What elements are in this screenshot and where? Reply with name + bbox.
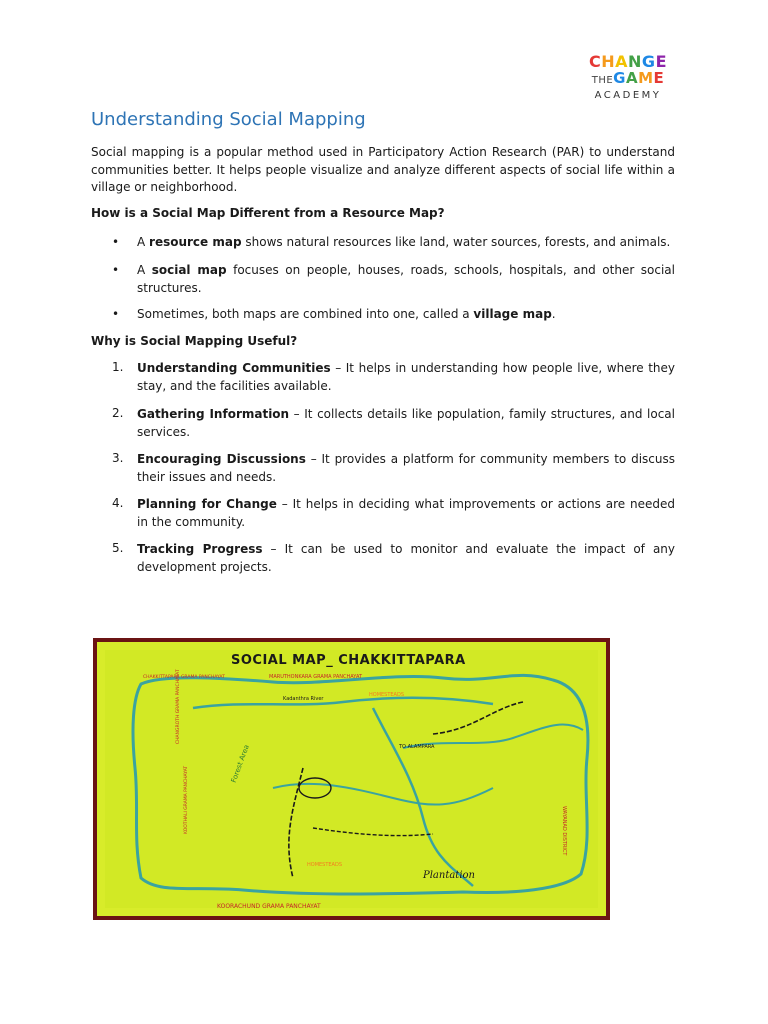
map-title: SOCIAL MAP_ CHAKKITTAPARA xyxy=(231,653,466,668)
map-to-place-label: TO ALAMPARA xyxy=(399,744,435,750)
map-left-border-label-2: KOOTHALI GRAMA PANCHAYAT xyxy=(184,765,189,834)
logo-line-the-game: THEGAME xyxy=(591,69,665,87)
map-forest-label: Forest Area xyxy=(229,743,251,784)
logo-line-change: CHANGE xyxy=(589,52,667,71)
section-heading-difference: How is a Social Map Different from a Resource Map? xyxy=(91,206,445,220)
numbered-list-item: 3. Encouraging Discussions – It provides a platform for community members to discuss their issues and needs. xyxy=(112,451,675,484)
social-map-image xyxy=(93,638,610,920)
map-bottom-border-label: KOORACHUND GRAMA PANCHAYAT xyxy=(217,903,321,910)
map-homesteads-top-label: HOMESTEADS xyxy=(369,692,404,698)
section-heading-usefulness: Why is Social Mapping Useful? xyxy=(91,334,298,348)
map-river-label: Kadanthra River xyxy=(283,696,324,702)
numbered-list-item: 2. Gathering Information – It collects details like population, family structures, and local services. xyxy=(112,406,675,439)
map-top-left-label: CHAKKITTAPARA GRAMA PANCHAYAT xyxy=(143,675,225,680)
bullet-list-item: • Sometimes, both maps are combined into one, called a village map. xyxy=(112,307,556,321)
numbered-list-item: 1. Understanding Communities – It helps in understanding how people live, where they stay, and the facilities available. xyxy=(112,360,676,393)
map-top-border-label: MARUTHONKARA GRAMA PANCHAYAT xyxy=(269,674,363,680)
change-the-game-academy-logo xyxy=(578,54,678,104)
map-plantation-label: Plantation xyxy=(423,870,475,881)
page-title: Understanding Social Mapping xyxy=(91,109,366,130)
map-left-border-label: CHANGROTH GRAMA PANCHAYAT xyxy=(176,669,181,744)
bullet-list-item: • A resource map shows natural resources like land, water sources, forests, and animals. xyxy=(112,235,671,249)
logo-line-academy: ACADEMY xyxy=(594,90,662,101)
numbered-list-item: 5. Tracking Progress – It can be used to monitor and evaluate the impact of any development projects. xyxy=(112,541,676,574)
map-right-border-label: WAYANAD DISTRICT xyxy=(561,806,567,856)
numbered-list-item: 4. Planning for Change – It helps in deciding what improvements or actions are needed in the community. xyxy=(112,496,675,529)
bullet-list-item: • A social map focuses on people, houses, roads, schools, hospitals, and other social structures. xyxy=(112,263,675,295)
intro-paragraph: Social mapping is a popular method used in Participatory Action Research (PAR) to understand communities better. It helps people visualize and analyze different aspects of social life within a village or neighborhood. xyxy=(91,145,675,195)
map-homesteads-bottom-label: HOMESTEADS xyxy=(307,862,342,868)
